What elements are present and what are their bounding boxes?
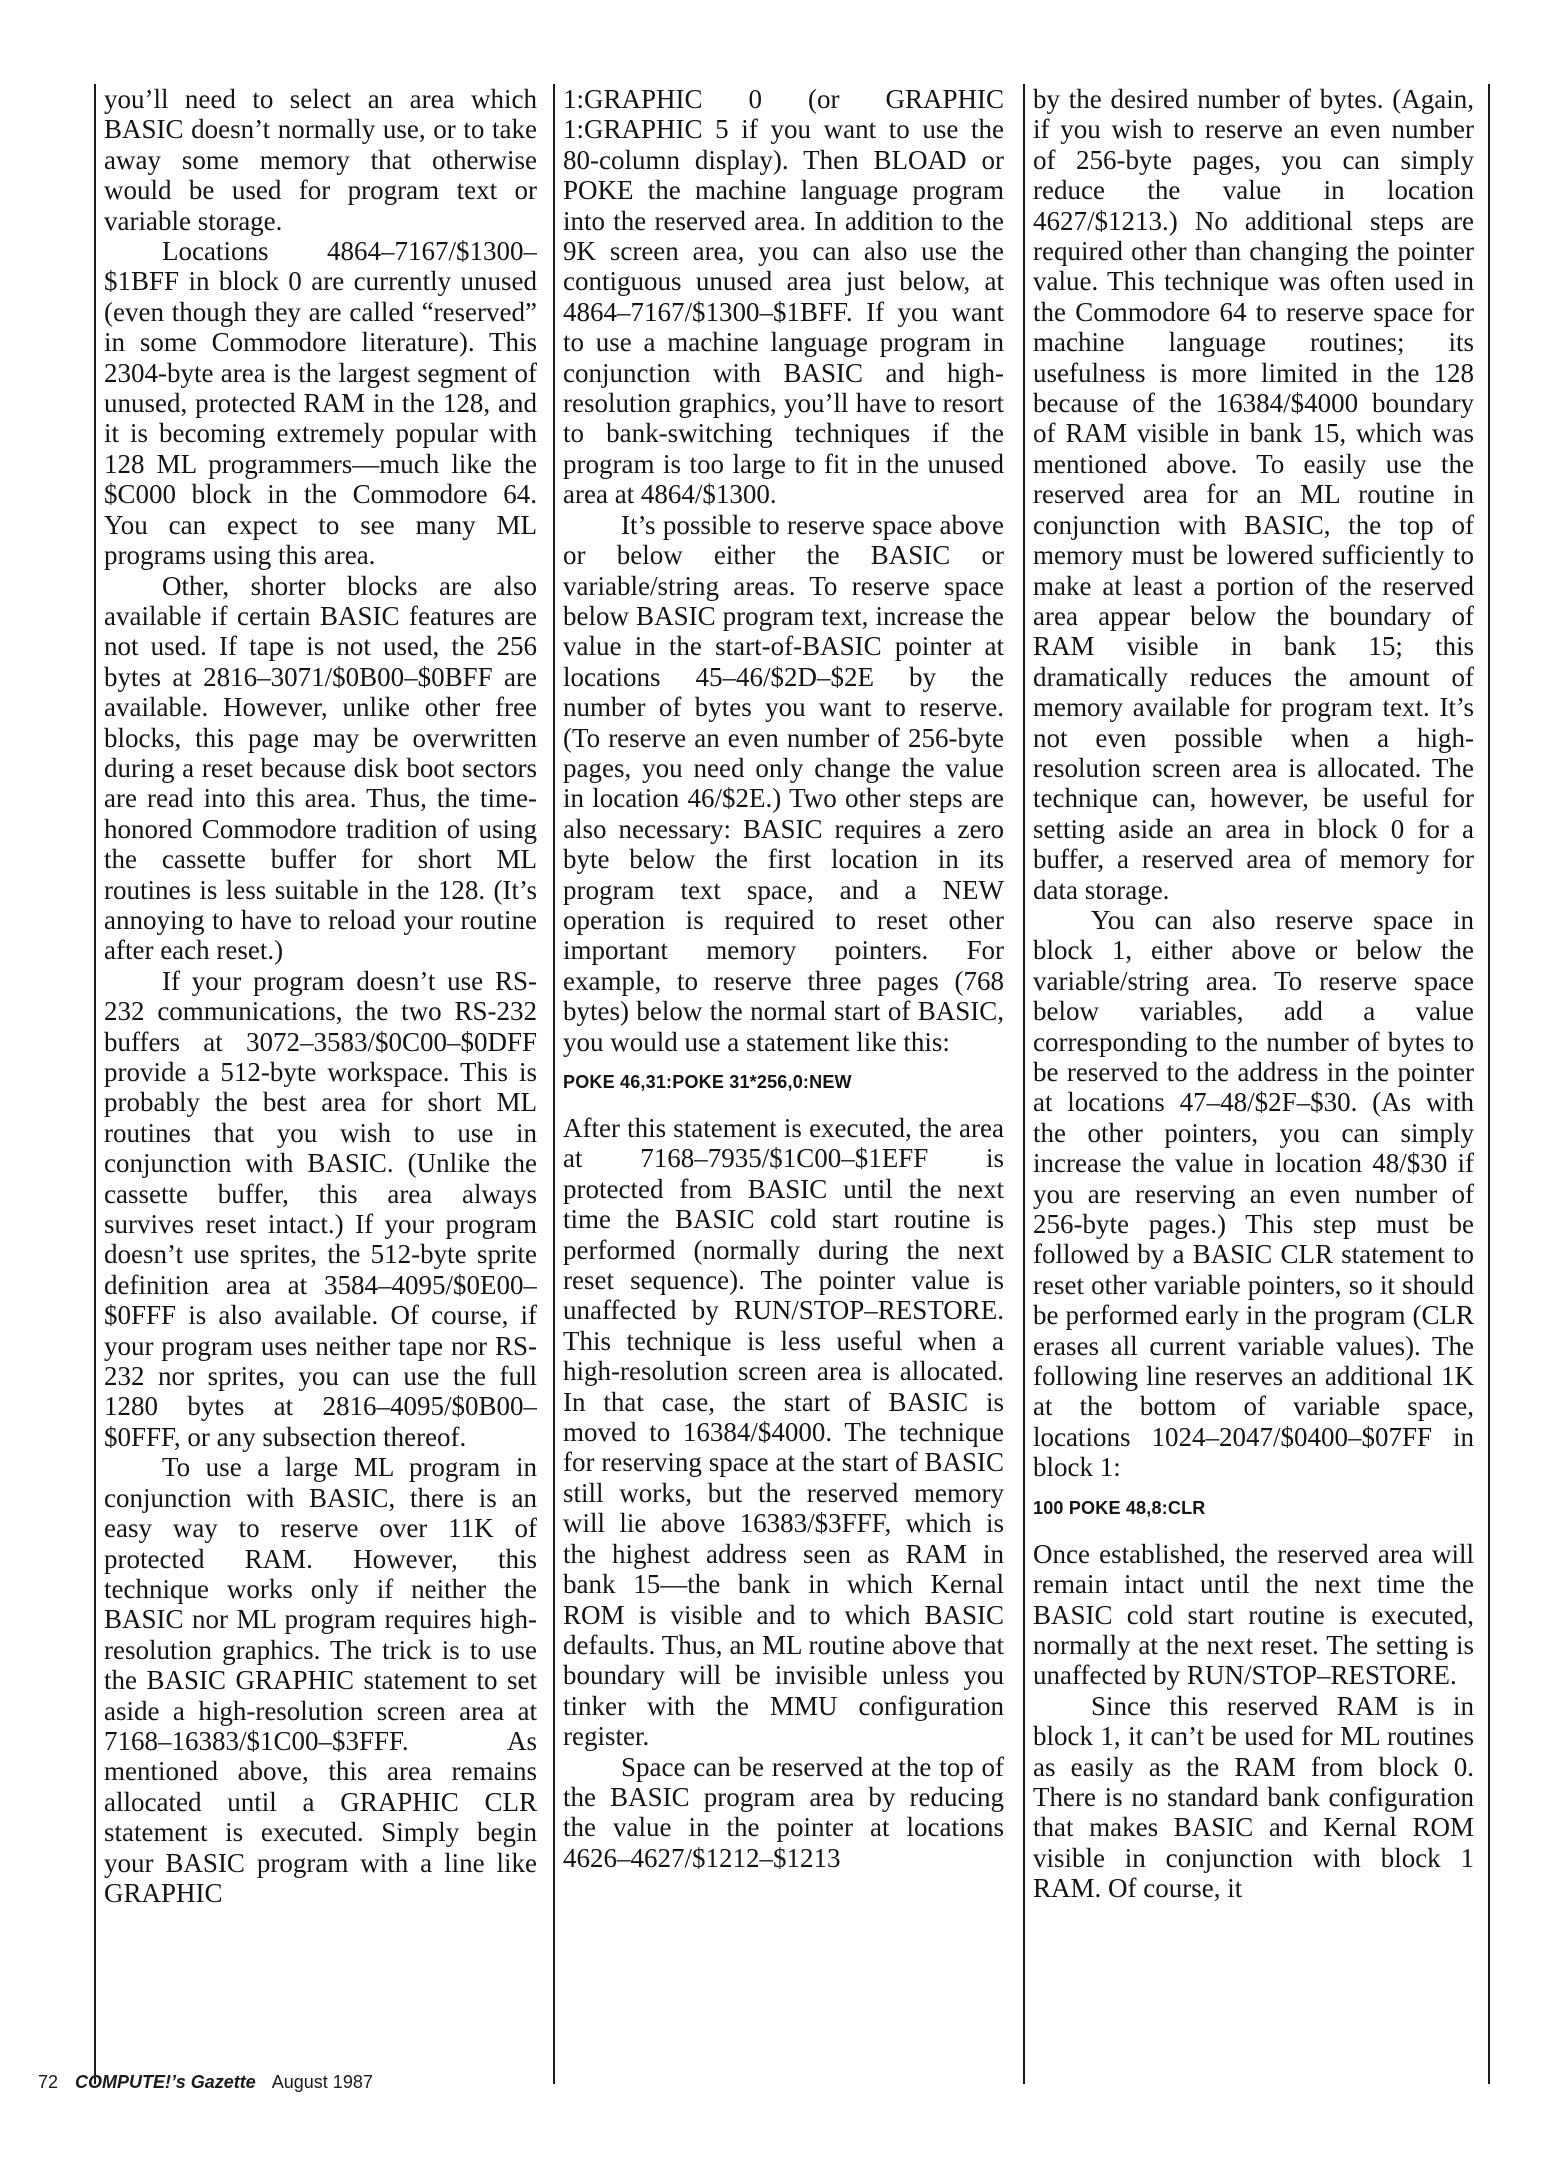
page-footer: [38, 2072, 385, 2093]
paragraph: Locations 4864–7167/$1300–$1BFF in block 0 are currently unused (even though they are called “reserved” in some Commodore literature). This 2304-byte area is the largest segment of unused, protected RAM in the 128, and it is becoming extremely popular with 128 ML programmers—much like the $C000 block in the Commodore 64. You can expect to see many ML programs using this area.: [104, 236, 537, 571]
paragraph: Other, shorter blocks are also available if certain BASIC features are not used. If tape is not used, the 256 bytes at 2816–3071/$0B00–$0BFF are available. However, unlike other free blocks, this page may be overwritten during a reset because disk boot sectors are read into this area. Thus, the time-honored Commodore tradition of using the cassette buffer for short ML routines is less suitable in the 128. (It’s annoying to have to reload your routine after each reset.): [104, 570, 537, 966]
paragraph: To use a large ML program in conjunction with BASIC, there is an easy way to reserve over 11K of protected RAM. However, this technique works only if neither the BASIC nor ML program requires high-resolution graphics. The trick is to use the BASIC GRAPHIC statement to set aside a high-resolution screen area at 7168–16383/$1C00–$3FFF. As mentioned above, this area remains allocated until a GRAPHIC CLR statement is executed. Simply begin your BASIC program with a line like GRAPHIC: [104, 1452, 537, 1908]
paragraph: Once established, the reserved area will remain intact until the next time the BASIC cold start routine is executed, normally at the next reset. The setting is unaffected by RUN/STOP–RESTORE.: [1033, 1538, 1474, 1691]
paragraph: Space can be reserved at the top of the BASIC program area by reducing the value in the pointer at locations 4626–4627/$1212–$1213: [563, 1751, 1004, 1873]
paragraph: by the desired number of bytes. (Again, if you wish to reserve an even number of 256-byte pages, you can simply reduce the value in location 4627/$1213.) No additional steps are required other than changing the pointer value. This technique was often used in the Commodore 64 to reserve space for machine language routines; its usefulness is more limited in the 128 because of the 16384/$4000 boundary of RAM visible in bank 15, which was mentioned above. To easily use the reserved area for an ML routine in conjunction with BASIC, the top of memory must be lowered sufficiently to make at least a portion of the reserved area appear below the boundary of RAM visible in bank 15; this dramatically reduces the amount of memory available for program text. It’s not even possible when a high-resolution screen area is allocated. The technique can, however, be useful for setting aside an area in block 0 for a buffer, a reserved area of memory for data storage.: [1033, 84, 1474, 905]
paragraph: Since this reserved RAM is in block 1, it can’t be used for ML routines as easily as the RAM from block 0. There is no standard bank configuration that makes BASIC and Kernal ROM visible in conjunction with block 1 RAM. Of course, it: [1033, 1690, 1474, 1904]
paragraph: After this statement is executed, the area at 7168–7935/$1C00–$1EFF is protected from BASIC until the next time the BASIC cold start routine is performed (normally during the next reset sequence). The pointer value is unaffected by RUN/STOP–RESTORE. This technique is less useful when a high-resolution screen area is allocated. In that case, the start of BASIC is moved to 16384/$4000. The technique for reserving space at the start of BASIC still works, but the reserved memory will lie above 16383/$3FFF, which is the highest address seen as RAM in bank 15—the bank in which Kernal ROM is visible and to which BASIC defaults. Thus, an ML routine above that boundary will be invisible unless you tinker with the MMU configuration register.: [563, 1113, 1004, 1752]
column-rule-center-left: [553, 84, 555, 2084]
magazine-title: COMPUTE!’s Gazette: [75, 2072, 256, 2092]
column-rule-center-right: [1023, 84, 1025, 2084]
article-column-1: [104, 84, 537, 2074]
page-number: 72: [38, 2072, 59, 2092]
column-rule-right: [1488, 84, 1490, 2084]
paragraph: you’ll need to select an area which BASIC doesn’t normally use, or to take away some memory that otherwise would be used for program text or variable storage.: [104, 84, 537, 236]
paragraph: You can also reserve space in block 1, either above or below the variable/string area. To reserve space below variables, add a value corresponding to the number of bytes to be reserved to the address in the pointer at locations 47–48/$2F–$30. (As with the other pointers, you can simply increase the value in location 48/$30 if you are reserving an even number of 256-byte pages.) This step must be followed by a BASIC CLR statement to reset other variable pointers, so it should be performed early in the program (CLR erases all current variable values). The following line reserves an additional 1K at the bottom of variable space, locations 1024–2047/$0400–$07FF in block 1:: [1033, 904, 1474, 1483]
column-rule-left: [94, 84, 96, 2084]
paragraph: If your program doesn’t use RS-232 communications, the two RS-232 buffers at 3072–3583/$0C00–$0DFF provide a 512-byte workspace. This is probably the best area for short ML routines that you wish to use in conjunction with BASIC. (Unlike the cassette buffer, this area always survives reset intact.) If your program doesn’t use sprites, the 512-byte sprite definition area at 3584–4095/$0E00–$0FFF is also available. Of course, if your program uses neither tape nor RS-232 nor sprites, you can use the full 1280 bytes at 2816–4095/$0B00–$0FFF, or any subsection thereof.: [104, 965, 537, 1452]
paragraph: 1:GRAPHIC 0 (or GRAPHIC 1:GRAPHIC 5 if you want to use the 80-column display). Then BLOAD or POKE the machine language program into the reserved area. In addition to the 9K screen area, you can also use the contiguous unused area just below, at 4864–7167/$1300–$1BFF. If you want to use a machine language program in conjunction with BASIC and high-resolution graphics, you’ll have to resort to bank-switching techniques if the program is too large to fit in the unused area at 4864/$1300.: [563, 84, 1004, 510]
code-listing: 100 POKE 48,8:CLR: [1033, 1497, 1206, 1518]
article-column-2: [563, 84, 1004, 2074]
code-listing: POKE 46,31:POKE 31*256,0:NEW: [563, 1072, 852, 1092]
article-column-3: [1033, 84, 1474, 2074]
issue-date: August 1987: [271, 2072, 373, 2092]
paragraph: It’s possible to reserve space above or below either the BASIC or variable/string areas. To reserve space below BASIC program text, increase the value in the start-of-BASIC pointer at locations 45–46/$2D–$2E by the number of bytes you want to reserve. (To reserve an even number of 256-byte pages, you need only change the value in location 46/$2E.) Two other steps are also necessary: BASIC requires a zero byte below the first location in its program text space, and a NEW operation is required to reset other important memory pointers. For example, to reserve three pages (768 bytes) below the normal start of BASIC, you would use a statement like this:: [563, 509, 1004, 1057]
